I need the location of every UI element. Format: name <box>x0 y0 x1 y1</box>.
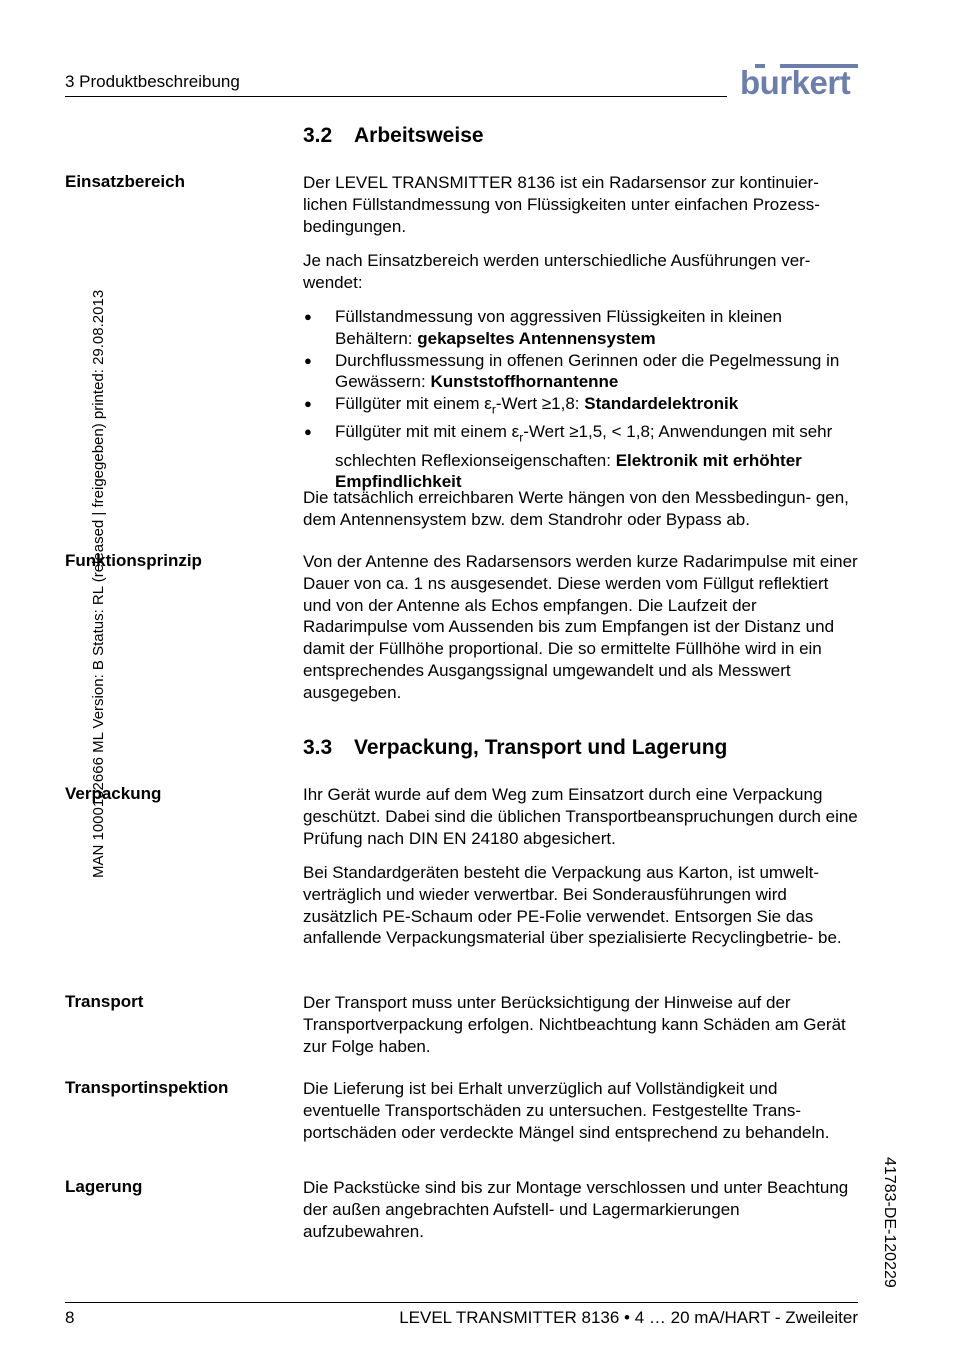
list-item: ● Füllstandmessung von aggressiven Flüssigkeiten in kleinen Behältern: gekapseltes Antennensystem <box>303 306 859 350</box>
lagerung-text <box>303 1177 859 1242</box>
einsatzbereich-text <box>303 172 859 237</box>
section-number: 3.3 <box>303 736 333 759</box>
logo-word: burkert <box>740 64 851 101</box>
page-number: 8 <box>65 1308 75 1327</box>
list-item: ● Füllgüter mit mit einem $\varepsilon_r$-Wert ≥1,5, < 1,8; Anwendungen mit sehr schlechten Reflexionseigenschaften: Elektronik mit erhöhter Empfindlichkeit <box>303 421 859 493</box>
section-title: Verpackung, Transport und Lagerung <box>354 736 728 759</box>
paragraph: Der LEVEL TRANSMITTER 8136 ist ein Radarsensor zur kontinuier- lichen Füllstandmessung von Flüssigkeiten unter einfachen Prozess- bedingungen. <box>303 173 820 236</box>
paragraph: Je nach Einsatzbereich werden unterschiedliche Ausführungen ver- wendet: <box>303 251 811 292</box>
transportinspektion-text <box>303 1078 859 1143</box>
paragraph: Der Transport muss unter Berücksichtigung der Hinweise auf der Transportverpackung erfolgen. Nichtbeachtung kann Schäden am Gerät zur Folge haben. <box>303 993 846 1056</box>
burkert-logo <box>740 64 858 100</box>
margin-label-funktionsprinzip: Funktionsprinzip <box>65 551 202 570</box>
list-item: ● Füllgüter mit einem $\varepsilon_r$-Wert ≥1,8: Standardelektronik <box>303 393 859 421</box>
funktionsprinzip-text <box>303 551 859 704</box>
document-id: 41783-DE-120229 <box>881 1157 898 1288</box>
transport-text <box>303 992 859 1057</box>
footer-rule <box>65 1302 858 1303</box>
header-rule <box>65 96 727 97</box>
section-heading-3-3 <box>303 736 727 760</box>
section-title: Arbeitsweise <box>354 124 484 147</box>
release-stamp: MAN 1000102666 ML Version: B Status: RL (released | freigegeben) printed: 29.08.2013 <box>90 289 107 878</box>
margin-label-lagerung: Lagerung <box>65 1177 143 1196</box>
margin-label-transport: Transport <box>65 992 144 1011</box>
running-header: 3 Produktbeschreibung <box>65 72 240 91</box>
einsatzbereich-intro <box>303 250 859 294</box>
paragraph: Die Packstücke sind bis zur Montage verschlossen und unter Beachtung der außen angebrachten Aufstell- und Lagermarkierungen aufzubewahren. <box>303 1178 849 1241</box>
paragraph: Von der Antenne des Radarsensors werden kurze Radarimpulse mit einer Dauer von ca. 1 ns ausgesendet. Diese werden vom Füllgut reflektiert und von der Antenne als Echos empfangen. Die Laufzeit der Radarimpulse vom Aussenden bis zum Empfangen ist der Distanz und damit der Füllhöhe proportional. Die so ermittelte Füllhöhe wird in ein entsprechendes Ausgangssignal umgewandelt und als Messwert ausgegeben. <box>303 552 858 702</box>
margin-label-transportinspektion: Transportinspektion <box>65 1078 229 1097</box>
paragraph: Die Lieferung ist bei Erhalt unverzüglich auf Vollständigkeit und eventuelle Transportschäden zu untersuchen. Festgestellte Trans- portschäden oder verdeckte Mängel sind entsprechend zu behandeln. <box>303 1079 830 1142</box>
list-item: ● Durchflussmessung in offenen Gerinnen oder die Pegelmessung in Gewässern: Kunststoffhornantenne <box>303 350 859 394</box>
einsatzbereich-bullets <box>303 306 859 493</box>
bullet-list <box>303 306 859 493</box>
margin-label-einsatzbereich: Einsatzbereich <box>65 172 185 191</box>
section-number: 3.2 <box>303 124 333 147</box>
paragraph: Ihr Gerät wurde auf dem Weg zum Einsatzort durch eine Verpackung geschützt. Dabei sind die üblichen Transportbeanspruchungen durch eine Prüfung nach DIN EN 24180 abgesichert. <box>303 785 858 848</box>
verpackung-text <box>303 784 859 849</box>
einsatzbereich-note <box>303 487 859 531</box>
footer-title: LEVEL TRANSMITTER 8136 • 4 … 20 mA/HART - Zweileiter <box>399 1308 858 1327</box>
paragraph: Bei Standardgeräten besteht die Verpackung aus Karton, ist umwelt- verträglich und wieder verwertbar. Bei Sonderausführungen wird zusätzlich PE-Schaum oder PE-Folie verwendet. Entsorgen Sie das anfallende Verpackungsmaterial über spezialisierte Recyclingbetrie- be. <box>303 863 842 948</box>
verpackung-text-2 <box>303 862 859 949</box>
margin-label-verpackung: Verpackung <box>65 784 162 803</box>
section-heading-3-2 <box>303 124 484 148</box>
paragraph: Die tatsächlich erreichbaren Werte hängen von den Messbedingun- gen, dem Antennensystem bzw. dem Standrohr oder Bypass ab. <box>303 488 849 529</box>
